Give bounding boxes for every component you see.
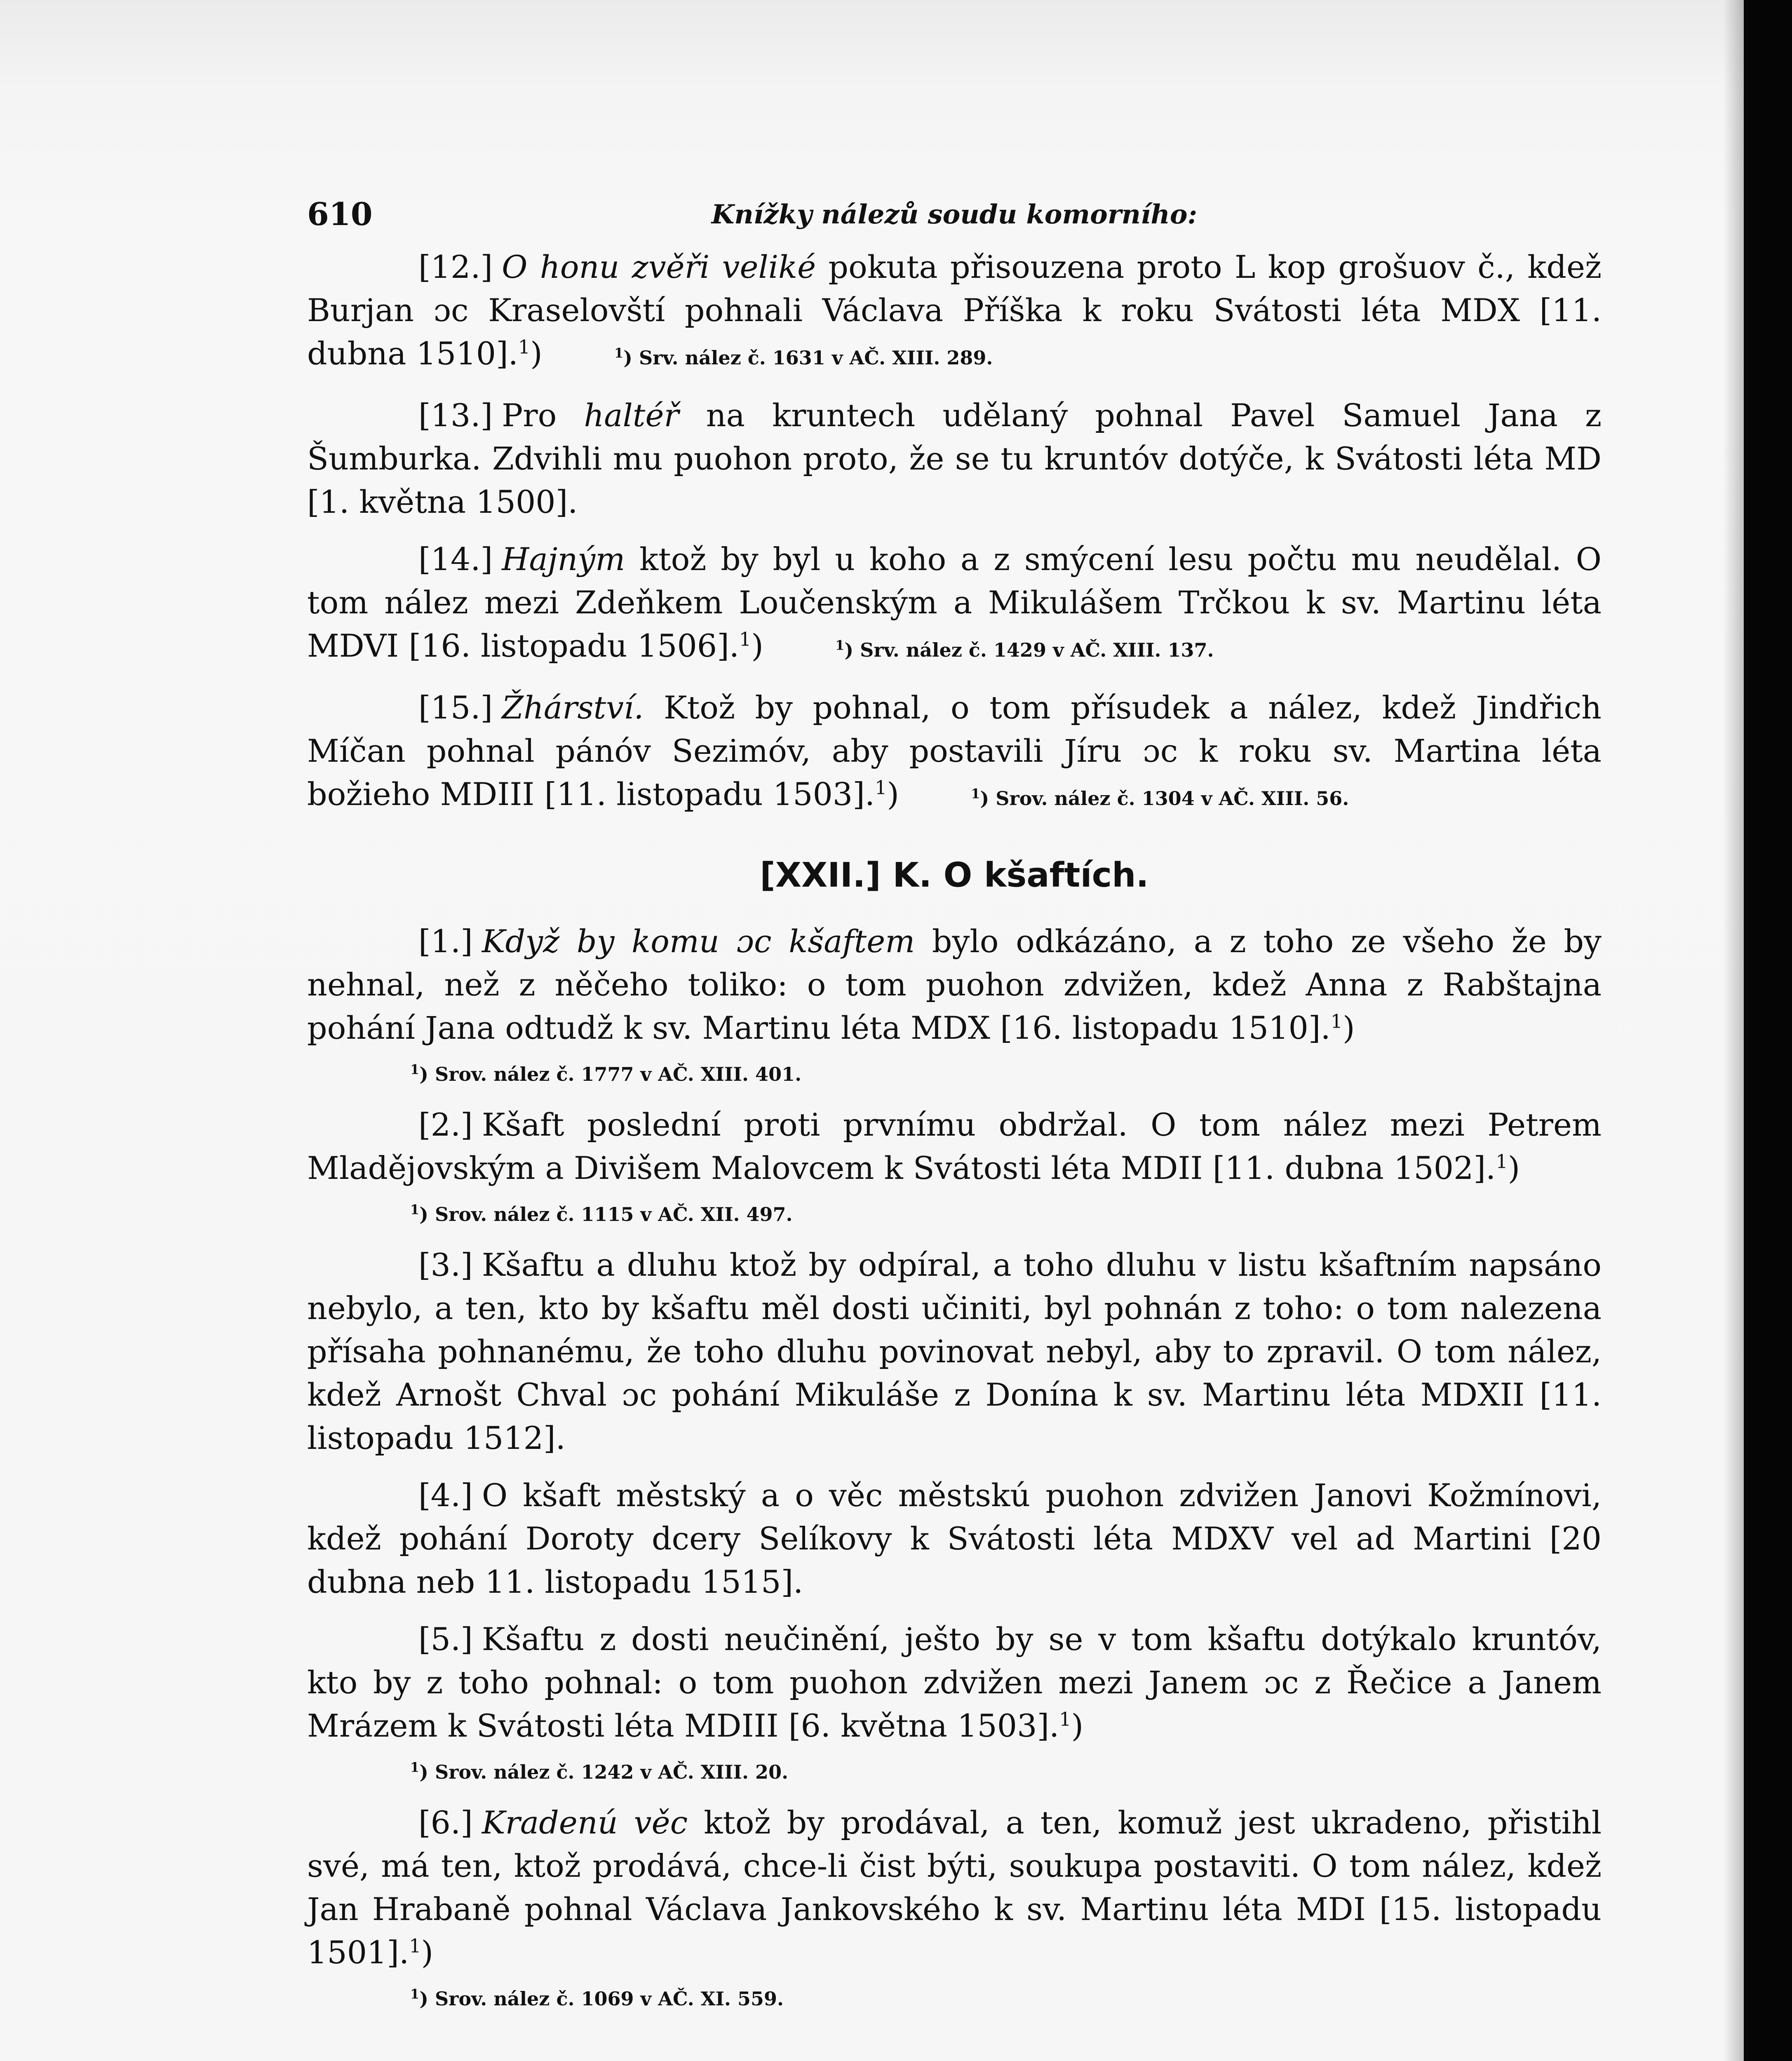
footnote-marker: 1 [409,1934,421,1957]
footnote-text: ) Srov. nález č. 1242 v AČ. XIII. 20. [419,1761,789,1783]
entry-number: [12.] [418,249,493,285]
entry-number: [14.] [418,541,493,577]
inline-footnote-text: ) Srov. nález č. 1304 v AČ. XIII. 56. [980,787,1349,810]
footnote-marker-paren: ) [1071,1707,1084,1744]
inline-footnote [835,639,1214,661]
entry-number: [5.] [418,1621,473,1657]
footnote-mark: 1 [410,1061,420,1077]
entry-keyword: Když by komu ɔc kšaftem [481,923,915,960]
footnote-marker: 1 [1330,1010,1343,1033]
entry-text: Kšaft poslední proti prvnímu obdržal. O tom nález mezi Petrem Mladějovským a Divišem Malovcem k Svátosti léta MDII [11. dubna 1502]. [307,1106,1602,1186]
entry-text: ktož by byl u koho a z smýcení lesu počtu mu neudělal. O tom nález mezi Zdeňkem Loučenským a Mikulášem Trčkou k sv. Martinu léta MDVI [16. listopadu 1506]. [307,541,1602,664]
footnote-marker-paren: ) [530,335,543,372]
inline-footnote-text: ) Srv. nález č. 1429 v AČ. XIII. 137. [844,639,1214,661]
footnote-marker: 1 [1059,1708,1071,1730]
footnote-mark: 1 [410,1986,420,2002]
entry-keyword: Hajným [502,541,625,577]
entry-text: pokuta přisouzena proto L kop grošuov č., kdež Burjan ɔc Kraselovští pohnali Václava Příška k roku Svátosti léta MDX [11. dubna 1510]. [307,249,1602,372]
footnote [410,1986,1602,2012]
page-number: 610 [307,196,373,232]
footnote-marker-paren: ) [1508,1150,1520,1186]
footnote-text: ) Srov. nález č. 1777 v AČ. XIII. 401. [419,1063,802,1085]
footnote [410,1061,1602,1087]
entry-number: [13.] [418,397,493,434]
footnote-marker-paren: ) [751,627,763,664]
entry-keyword: haltéř [584,397,679,434]
entry-text: bylo odkázáno, a z toho ze všeho že by nehnal, než z něčeho toliko: o tom puohon zdvižen, kdež Anna z Rabštajna pohání Jana odtudž k sv. Martinu léta MDX [16. listopadu 1510]. [307,923,1602,1046]
entry-keyword: O honu zvěři veliké [502,249,816,285]
scan-dark-border [1744,0,1792,2061]
entry-keyword: Kradenú věc [481,1804,688,1841]
footnote-text: ) Srov. nález č. 1115 v AČ. XII. 497. [419,1203,793,1225]
entry-number: [3.] [418,1246,473,1283]
footnote-text: ) Srov. nález č. 1069 v AČ. XI. 559. [419,1988,784,2010]
footnote-marker: 1 [875,776,887,799]
entry-text: ktož by prodával, a ten, komuž jest ukradeno, přistihl své, má ten, ktož prodává, chce-li čist býti, soukupa postaviti. O tom nález, kdež Jan Hrabaně pohnal Václava Jankovského k sv. Martinu léta MDI [15. listopadu 1501]. [307,1804,1602,1971]
entry-15 [307,686,1602,820]
entry-text-before: Pro [502,397,584,434]
footnote-marker-paren: ) [887,776,900,812]
entry-number: [2.] [418,1106,473,1143]
page-gutter-shadow [1723,0,1744,2061]
footnote-marker: 1 [739,628,752,650]
entry-text: Ktož by pohnal, o tom přísudek a nález, kdež Jindřich Míčan pohnal pánóv Sezimóv, aby postavili Jíru ɔc k roku sv. Martina léta božieho MDIII [11. listopadu 1503]. [307,689,1602,812]
entry-number: [15.] [418,689,493,726]
inline-footnote-text: ) Srv. nález č. 1631 v AČ. XIII. 289. [623,347,993,369]
entry-12 [307,245,1602,380]
section-entry-2 [307,1103,1602,1190]
footnote-marker: 1 [1496,1150,1508,1173]
section-entry-3 [307,1243,1602,1460]
entry-13 [307,394,1602,523]
footnote [410,1201,1602,1228]
entry-number: [6.] [418,1804,473,1841]
entry-text: Kšaftu z dosti neučinění, ješto by se v tom kšaftu dotýkalo kruntóv, kto by z toho pohnal: o tom puohon zdvižen mezi Janem ɔc z Řečice a Janem Mrázem k Svátosti léta MDIII [6. května 1503]. [307,1621,1602,1744]
entry-number: [1.] [418,923,473,960]
page-content [307,188,1602,2028]
entry-text: na kruntech udělaný pohnal Pavel Samuel Jana z Šumburka. Zdvihli mu puohon proto, že se tu kruntóv dotýče, k Svátosti léta MD [1. května 1500]. [307,397,1602,520]
section-entry-1 [307,920,1602,1049]
footnote-marker-paren: ) [421,1934,434,1971]
entry-text: O kšaft městský a o věc městskú puohon zdvižen Janovi Kožmínovi, kdež pohání Doroty dcery Selíkovy k Svátosti léta MDXV vel ad Martini [20 dubna neb 11. listopadu 1515]. [307,1477,1602,1600]
entry-text: Kšaftu a dluhu ktož by odpíral, a toho dluhu v listu kšaftním napsáno nebylo, a ten, kto by kšaftu měl dosti učiniti, byl pohnán z toho: o tom nalezena přísaha pohnanému, že toho dluhu povinovat nebyl, aby to zpravil. O tom nález, kdež Arnošt Chval ɔc pohání Mikuláše z Donína k sv. Martinu léta MDXII [11. listopadu 1512]. [307,1246,1602,1456]
footnote-mark: 1 [410,1759,420,1775]
inline-footnote-mark: 1 [971,786,980,802]
section-entry-5 [307,1617,1602,1747]
inline-footnote-mark: 1 [835,637,845,653]
entry-14 [307,538,1602,672]
footnote [410,1759,1602,1785]
inline-footnote [614,347,993,369]
section-heading: [XXII.] K. O kšaftích. [760,856,1149,895]
footnote-mark: 1 [410,1202,420,1218]
section-entry-6 [307,1801,1602,1974]
footnote-marker: 1 [518,336,531,358]
page-header [307,188,1602,245]
running-title: Knížky nálezů soudu komorního: [711,199,1198,230]
entry-keyword: Žhárství. [502,689,644,726]
inline-footnote [971,787,1349,810]
entry-number: [4.] [418,1477,473,1514]
section-entry-4 [307,1474,1602,1603]
footnote-marker-paren: ) [1342,1009,1355,1046]
inline-footnote-mark: 1 [614,345,624,361]
